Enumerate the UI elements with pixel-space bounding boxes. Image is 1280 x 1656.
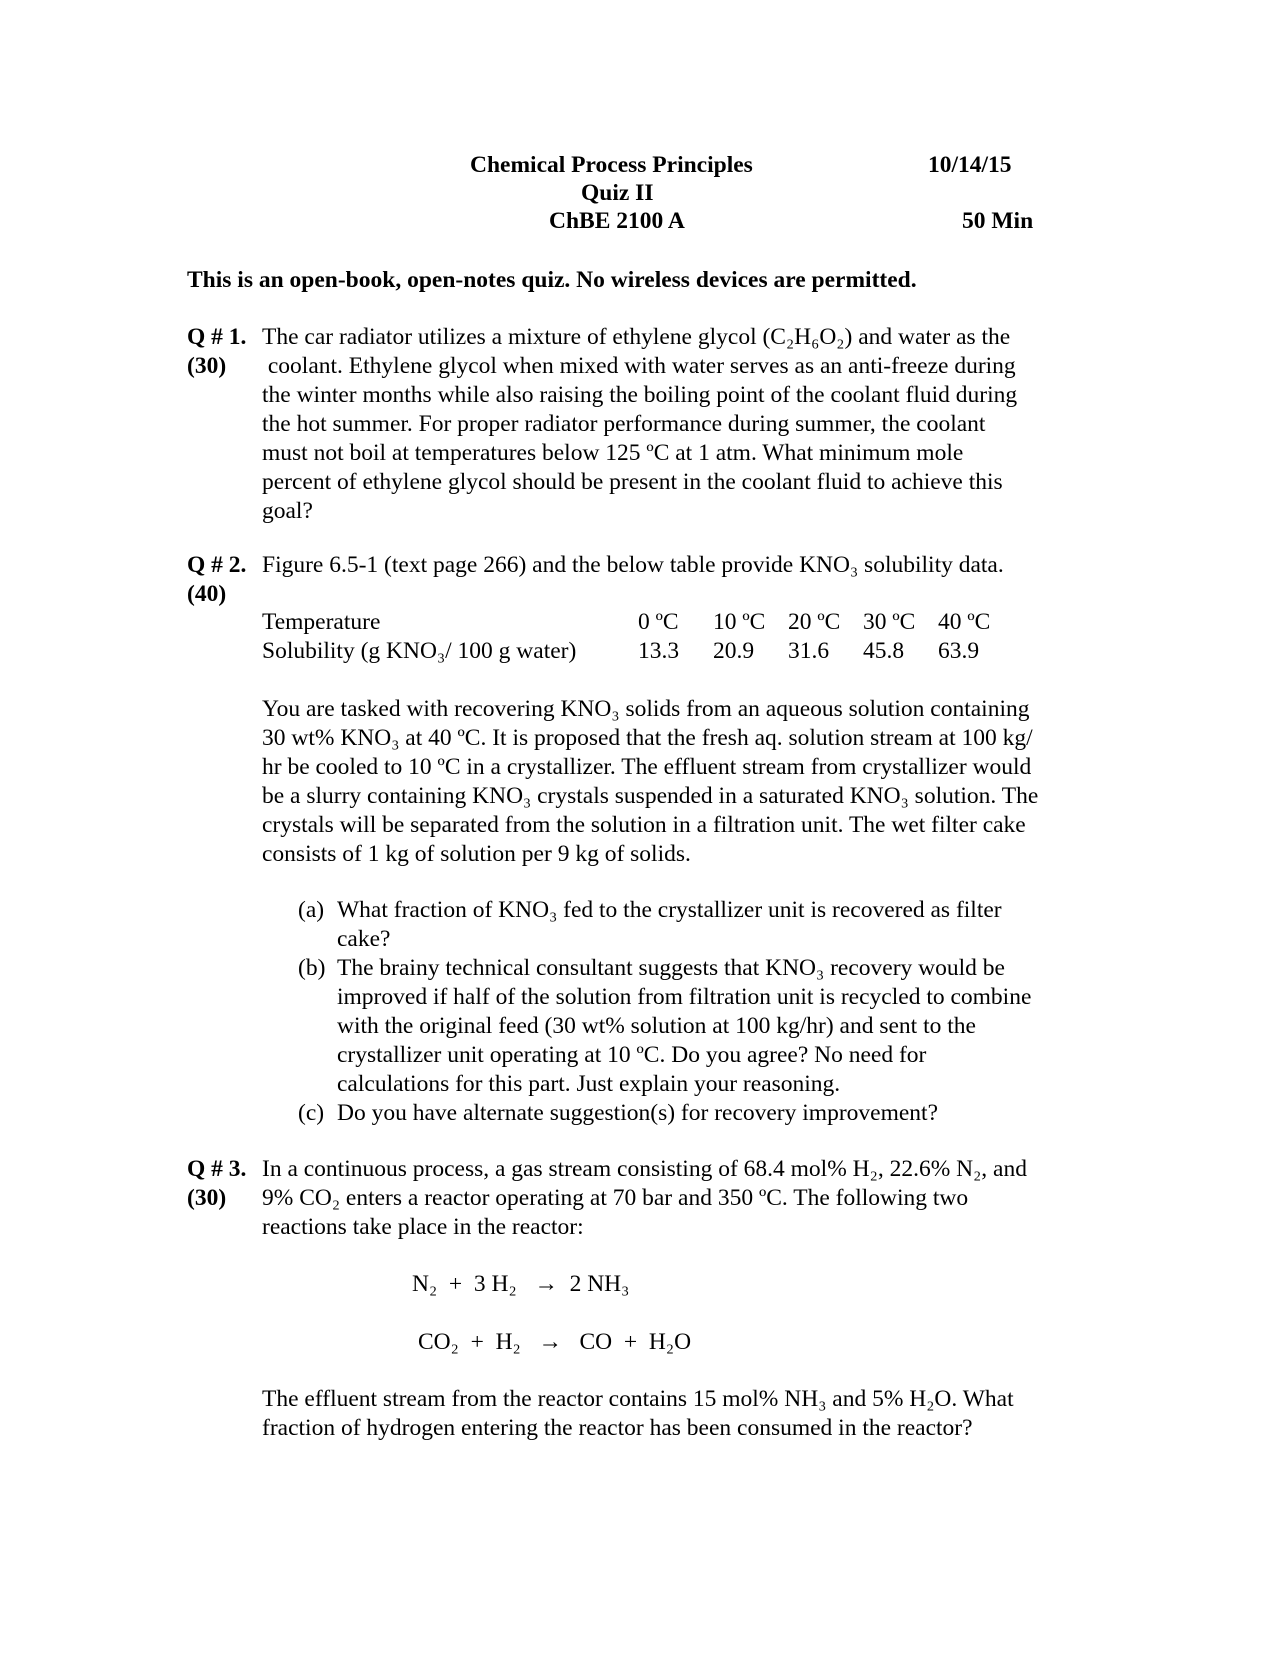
q3-closing xyxy=(262,1385,1122,1443)
q3-intro-line: 9% CO₂ enters a reactor operating at 70 bar and 350 ºC. The following two xyxy=(262,1185,969,1211)
table-row xyxy=(262,608,1013,637)
instructions: This is an open-book, open-notes quiz. No wireless devices are permitted. xyxy=(187,267,917,293)
q2-paragraph-line: be a slurry containing KNO₃ crystals suspended in a saturated KNO₃ solution. The xyxy=(262,783,1039,809)
table-cell: 40 ºC xyxy=(938,609,991,635)
q1-line: must not boil at temperatures below 125 ºC at 1 atm. What minimum mole xyxy=(262,440,964,466)
table-cell: 63.9 xyxy=(938,638,980,664)
q1-line: the hot summer. For proper radiator performance during summer, the coolant xyxy=(262,411,986,437)
q2-intro-line: Figure 6.5-1 (text page 266) and the below table provide KNO₃ solubility data. xyxy=(262,552,1004,578)
q2-part-c xyxy=(298,1099,1098,1128)
table-cell: 20 ºC xyxy=(788,609,841,635)
solubility-table xyxy=(262,608,1013,666)
q2-paragraph-line: hr be cooled to 10 ºC in a crystallizer. The effluent stream from crystallizer would xyxy=(262,754,1032,780)
q3-intro-line: reactions take place in the reactor: xyxy=(262,1214,584,1240)
q2-paragraph xyxy=(262,695,1122,869)
table-cell: 31.6 xyxy=(788,638,830,664)
reaction-equation-1: N₂ + 3 H₂ → 2 NH₃ xyxy=(412,1271,630,1297)
part-label: (c) xyxy=(298,1100,325,1126)
q1-points: (30) xyxy=(187,353,227,379)
q2-paragraph-line: You are tasked with recovering KNO₃ solids from an aqueous solution containing xyxy=(262,696,1030,722)
q1-line: The car radiator utilizes a mixture of ethylene glycol (C₂H₆O₂) and water as the xyxy=(262,324,1011,350)
q2-paragraph-line: crystals will be separated from the solution in a filtration unit. The wet filter cake xyxy=(262,812,1026,838)
q2-intro xyxy=(262,551,1092,580)
q2-parts-list xyxy=(298,896,1098,1128)
q2-label: Q # 2. xyxy=(187,552,247,578)
q2-part-a xyxy=(298,896,1098,954)
q3-closing-line: fraction of hydrogen entering the reactor has been consumed in the reactor? xyxy=(262,1415,973,1441)
part-label: (b) xyxy=(298,955,326,981)
part-line: calculations for this part. Just explain your reasoning. xyxy=(337,1071,841,1097)
part-line: improved if half of the solution from filtration unit is recycled to combine xyxy=(337,984,1032,1010)
q3-intro-line: In a continuous process, a gas stream consisting of 68.4 mol% H₂, 22.6% N₂, and xyxy=(262,1156,1027,1182)
q1-line: percent of ethylene glycol should be present in the coolant fluid to achieve this xyxy=(262,469,1003,495)
q3-label: Q # 3. xyxy=(187,1156,247,1182)
part-line: Do you have alternate suggestion(s) for recovery improvement? xyxy=(337,1100,938,1126)
table-cell: 45.8 xyxy=(863,638,905,664)
table-cell: 20.9 xyxy=(713,638,755,664)
part-line: with the original feed (30 wt% solution at 100 kg/hr) and sent to the xyxy=(337,1013,976,1039)
q3-intro xyxy=(262,1155,1122,1242)
table-cell: 13.3 xyxy=(638,638,680,664)
q1-body xyxy=(262,323,1092,526)
table-cell: 10 ºC xyxy=(713,609,766,635)
q3-points: (30) xyxy=(187,1185,227,1211)
quiz-number: Quiz II xyxy=(581,180,654,206)
q1-line: the winter months while also raising the boiling point of the coolant fluid during xyxy=(262,382,1018,408)
table-row xyxy=(262,637,1013,666)
q3-closing-line: The effluent stream from the reactor contains 15 mol% NH₃ and 5% H₂O. What xyxy=(262,1386,1014,1412)
q1-label: Q # 1. xyxy=(187,324,247,350)
q2-part-b xyxy=(298,954,1098,1099)
quiz-date: 10/14/15 xyxy=(928,152,1012,178)
part-line: The brainy technical consultant suggests that KNO₃ recovery would be xyxy=(337,955,1005,981)
part-line: What fraction of KNO₃ fed to the crystallizer unit is recovered as filter xyxy=(337,897,1002,923)
quiz-duration: 50 Min xyxy=(962,208,1034,234)
q2-paragraph-line: consists of 1 kg of solution per 9 kg of solids. xyxy=(262,841,691,867)
course-code: ChBE 2100 A xyxy=(549,208,685,234)
part-label: (a) xyxy=(298,897,325,923)
q2-points: (40) xyxy=(187,581,227,607)
table-cell: 30 ºC xyxy=(863,609,916,635)
table-cell: Temperature xyxy=(262,609,381,635)
q1-line: coolant. Ethylene glycol when mixed with water serves as an anti-freeze during xyxy=(262,353,1016,379)
q1-line: goal? xyxy=(262,498,313,524)
part-line: cake? xyxy=(337,926,391,952)
q2-paragraph-line: 30 wt% KNO₃ at 40 ºC. It is proposed that the fresh aq. solution stream at 100 kg/ xyxy=(262,725,1033,751)
part-line: crystallizer unit operating at 10 ºC. Do you agree? No need for xyxy=(337,1042,927,1068)
table-cell: Solubility (g KNO₃/ 100 g water) xyxy=(262,638,577,664)
course-title: Chemical Process Principles xyxy=(470,152,753,178)
reaction-equation-2: CO₂ + H₂ → CO + H₂O xyxy=(418,1329,692,1355)
table-cell: 0 ºC xyxy=(638,609,679,635)
